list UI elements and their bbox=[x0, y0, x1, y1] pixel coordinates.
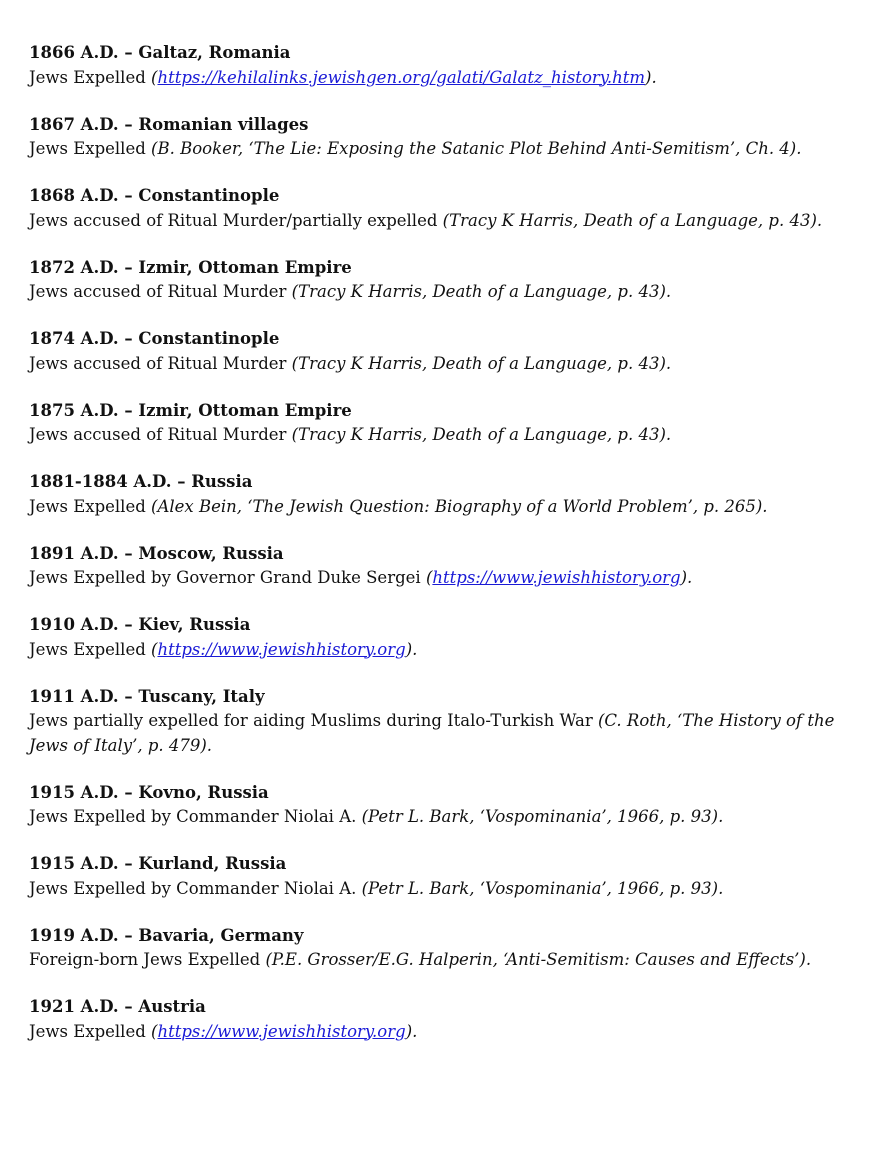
citation: (C. Roth, ‘The History of the Jews of Italy’, p. 479). bbox=[29, 711, 835, 755]
entry-body bbox=[29, 495, 859, 520]
citation-link[interactable]: https://www.jewishhistory.org bbox=[157, 639, 406, 659]
entry-body bbox=[29, 352, 859, 377]
document-page bbox=[29, 41, 859, 1067]
entry-1921-austria bbox=[29, 995, 859, 1044]
entry-text: Jews Expelled bbox=[29, 139, 152, 158]
entry-text: Jews Expelled bbox=[29, 67, 152, 87]
entry-1881-russia bbox=[29, 470, 859, 519]
entry-text: Jews accused of Ritual Murder bbox=[29, 425, 292, 444]
entry-heading: 1891 A.D. – Moscow, Russia bbox=[29, 543, 284, 563]
entry-body bbox=[29, 638, 859, 663]
citation: (Petr L. Bark, ‘Vospominania’, 1966, p. 93). bbox=[361, 878, 724, 898]
entry-heading: 1881-1884 A.D. – Russia bbox=[29, 472, 253, 491]
citation-open: ( bbox=[151, 639, 158, 659]
citation: (Tracy K Harris, Death of a Language, p. 43). bbox=[291, 425, 672, 444]
entry-1874-constantinople bbox=[29, 327, 859, 376]
entry-text: Jews partially expelled for aiding Muslims during Italo-Turkish War bbox=[29, 711, 598, 730]
entry-text: Foreign-born Jews Expelled bbox=[29, 950, 266, 969]
entry-text: Jews accused of Ritual Murder bbox=[29, 282, 292, 301]
entry-body bbox=[29, 66, 859, 91]
citation: (Tracy K Harris, Death of a Language, p. 43). bbox=[442, 210, 823, 230]
entry-text: Jews Expelled bbox=[29, 496, 152, 516]
entry-heading: 1872 A.D. – Izmir, Ottoman Empire bbox=[29, 257, 352, 277]
entry-1867-romanian-villages bbox=[29, 113, 859, 162]
citation-close: ). bbox=[645, 67, 657, 87]
entry-text: Jews Expelled by Governor Grand Duke Sergei bbox=[29, 568, 426, 587]
entry-text: Jews Expelled bbox=[29, 639, 152, 659]
citation-open: ( bbox=[151, 1021, 158, 1041]
entry-body bbox=[29, 709, 859, 758]
entry-body bbox=[29, 948, 859, 973]
entry-body bbox=[29, 805, 859, 830]
entry-heading: 1867 A.D. – Romanian villages bbox=[29, 114, 309, 134]
citation: (Tracy K Harris, Death of a Language, p. 43). bbox=[291, 282, 672, 301]
entry-1911-tuscany bbox=[29, 685, 859, 759]
entry-1875-izmir bbox=[29, 399, 859, 448]
entry-text: Jews accused of Ritual Murder/partially expelled bbox=[29, 210, 443, 230]
citation-close: ). bbox=[405, 1021, 418, 1041]
citation: (Tracy K Harris, Death of a Language, p. 43). bbox=[291, 353, 672, 373]
entry-text: Jews Expelled bbox=[29, 1021, 152, 1041]
entry-body bbox=[29, 137, 859, 162]
entry-heading: 1915 A.D. – Kovno, Russia bbox=[29, 782, 269, 802]
entry-heading: 1868 A.D. – Constantinople bbox=[29, 186, 280, 205]
entry-heading: 1910 A.D. – Kiev, Russia bbox=[29, 615, 251, 634]
citation-open: ( bbox=[425, 568, 433, 587]
entry-1872-izmir bbox=[29, 256, 859, 305]
entry-1915-kovno bbox=[29, 781, 859, 830]
citation: (B. Booker, ‘The Lie: Exposing the Satanic Plot Behind Anti-Semitism’, Ch. 4). bbox=[151, 139, 802, 158]
citation-link[interactable]: https://www.jewishhistory.org bbox=[157, 1021, 406, 1041]
entry-heading: 1875 A.D. – Izmir, Ottoman Empire bbox=[29, 400, 352, 420]
citation-close: ). bbox=[680, 568, 693, 587]
entry-text: Jews Expelled by Commander Niolai A. bbox=[29, 878, 362, 898]
entry-body bbox=[29, 209, 859, 234]
entry-body bbox=[29, 1020, 859, 1045]
entry-body bbox=[29, 566, 859, 591]
citation-close: ). bbox=[405, 639, 418, 659]
entry-heading: 1915 A.D. – Kurland, Russia bbox=[29, 854, 287, 873]
entry-body bbox=[29, 877, 859, 902]
entry-body bbox=[29, 280, 859, 305]
entry-text: Jews accused of Ritual Murder bbox=[29, 353, 292, 373]
citation: (Petr L. Bark, ‘Vospominania’, 1966, p. 93). bbox=[361, 807, 724, 826]
entry-text: Jews Expelled by Commander Niolai A. bbox=[29, 807, 362, 826]
entry-1915-kurland bbox=[29, 852, 859, 901]
entry-1866-galatz bbox=[29, 41, 859, 90]
citation-link[interactable]: https://kehilalinks.jewishgen.org/galati/Galatz_history.htm bbox=[157, 67, 646, 87]
citation: (P.E. Grosser/E.G. Halperin, ‘Anti-Semitism: Causes and Effects’). bbox=[265, 950, 812, 969]
entry-heading: 1919 A.D. – Bavaria, Germany bbox=[29, 925, 304, 945]
entry-1891-moscow bbox=[29, 542, 859, 591]
entry-heading: 1921 A.D. – Austria bbox=[29, 997, 206, 1016]
citation-link[interactable]: https://www.jewishhistory.org bbox=[432, 568, 681, 587]
entry-heading: 1874 A.D. – Constantinople bbox=[29, 329, 280, 348]
entry-heading: 1866 A.D. – Galtaz, Romania bbox=[29, 43, 291, 62]
entry-heading: 1911 A.D. – Tuscany, Italy bbox=[29, 686, 265, 706]
entry-1919-bavaria bbox=[29, 924, 859, 973]
entry-1910-kiev bbox=[29, 613, 859, 662]
citation: (Alex Bein, ‘The Jewish Question: Biography of a World Problem’, p. 265). bbox=[151, 496, 768, 516]
entry-1868-constantinople bbox=[29, 184, 859, 233]
citation-open: ( bbox=[151, 67, 158, 87]
entry-body bbox=[29, 423, 859, 448]
